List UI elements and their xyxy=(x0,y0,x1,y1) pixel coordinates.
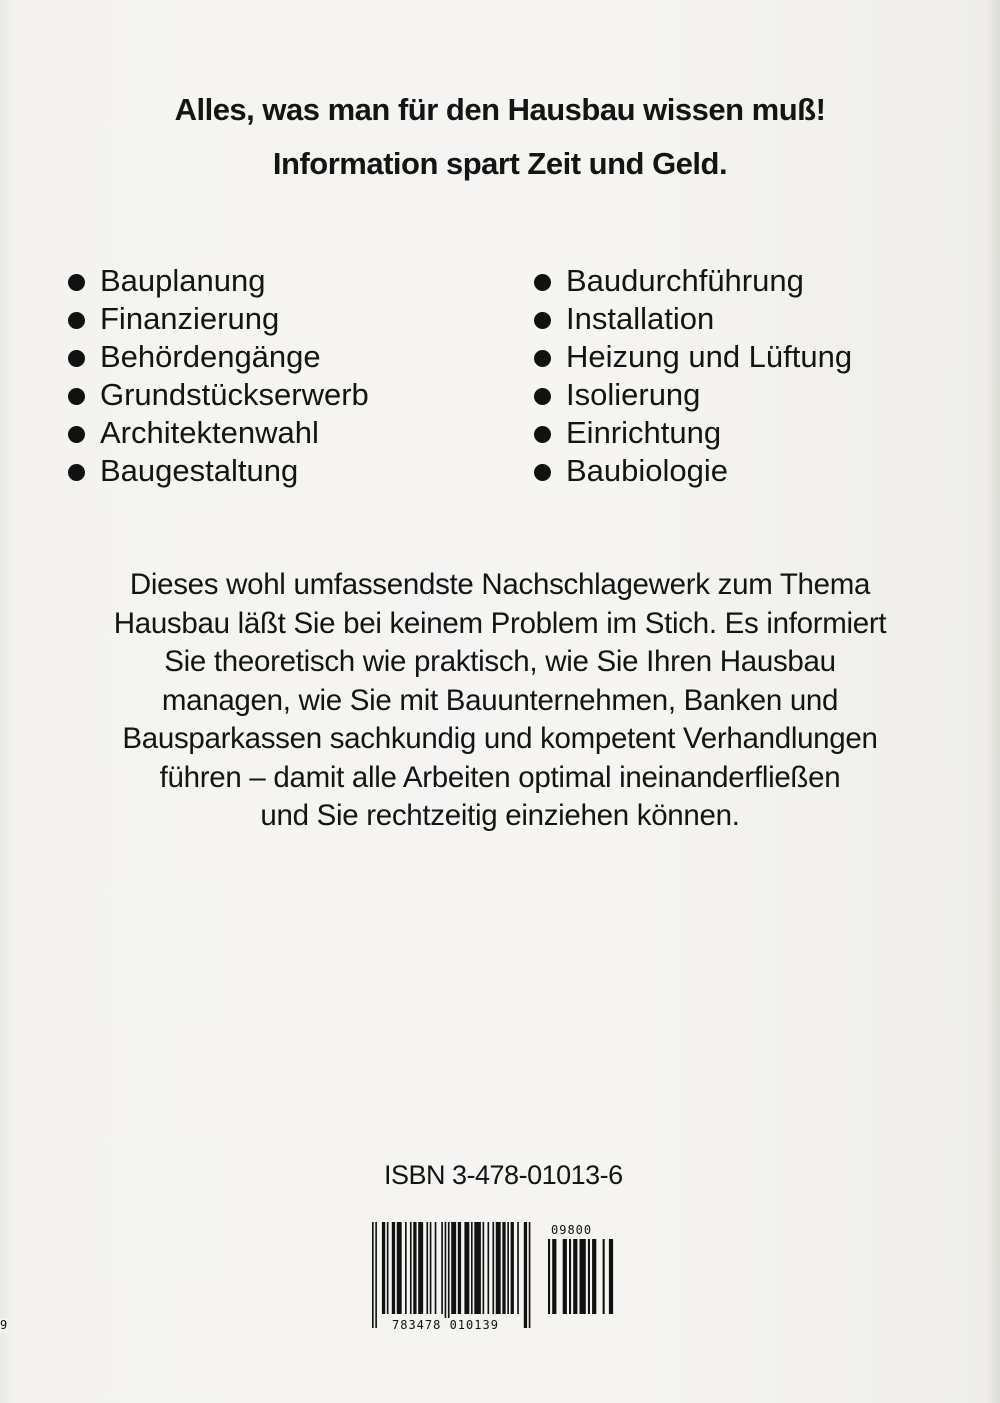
blurb-line: und Sie rechtzeitig einziehen können. xyxy=(260,799,740,832)
list-item xyxy=(66,414,369,452)
list-item xyxy=(66,300,369,338)
list-item xyxy=(66,452,369,490)
topic-label: Heizung und Lüftung xyxy=(566,339,853,374)
list-item xyxy=(66,338,369,376)
list-item xyxy=(532,300,852,338)
topic-label: Bauplanung xyxy=(100,263,266,298)
bullet-icon xyxy=(68,388,85,405)
headline-secondary: Information spart Zeit und Geld. xyxy=(272,146,728,181)
bullet-icon xyxy=(534,464,551,481)
blurb-line: Sie theoretisch wie praktisch, wie Sie Ihren Hausbau xyxy=(164,645,836,678)
list-item xyxy=(532,452,852,490)
topic-list-left xyxy=(66,262,369,490)
topic-label: Baudurchführung xyxy=(566,263,804,298)
barcode-first-digit: 9 xyxy=(0,1318,9,1332)
list-item xyxy=(532,262,852,300)
isbn-number: ISBN 3-478-01013-6 xyxy=(384,1160,623,1190)
bullet-icon xyxy=(534,350,551,367)
bullet-icon xyxy=(68,274,85,291)
addon-barcode-bars xyxy=(548,1239,614,1328)
list-item xyxy=(532,414,852,452)
blurb-line: führen – damit alle Arbeiten optimal ineinanderfließen xyxy=(159,760,841,794)
headline-primary: Alles, was man für den Hausbau wissen muß! xyxy=(174,92,826,127)
topic-label: Einrichtung xyxy=(566,415,722,450)
blurb-paragraph xyxy=(60,566,940,836)
bullet-icon xyxy=(68,464,85,481)
topic-label: Finanzierung xyxy=(100,301,280,336)
blurb-line: Dieses wohl umfassendste Nachschlagewerk zum Thema xyxy=(129,568,871,601)
barcode-digits: 783478 010139 xyxy=(392,1318,499,1332)
blurb-line: Hausbau läßt Sie bei keinem Problem im Stich. Es informiert xyxy=(113,606,887,640)
topic-label: Installation xyxy=(566,301,715,336)
bullet-icon xyxy=(534,312,551,329)
bullet-icon xyxy=(68,312,85,329)
bullet-icon xyxy=(534,388,551,405)
topic-label: Baubiologie xyxy=(566,453,729,488)
topic-label: Architektenwahl xyxy=(100,415,319,450)
topic-list-right xyxy=(532,262,852,490)
bullet-icon xyxy=(68,350,85,367)
blurb-line: Bausparkassen sachkundig und kompetent Verhandlungen xyxy=(122,722,878,755)
list-item xyxy=(532,338,852,376)
topic-label: Behördengänge xyxy=(100,339,321,374)
topic-label: Grundstückserwerb xyxy=(100,377,369,412)
bullet-icon xyxy=(68,426,85,443)
list-item xyxy=(66,262,369,300)
ean-barcode-bars xyxy=(372,1222,537,1328)
bullet-icon xyxy=(534,274,551,291)
blurb-line: managen, wie Sie mit Bauunternehmen, Banken und xyxy=(161,683,839,717)
list-item xyxy=(532,376,852,414)
list-item xyxy=(66,376,369,414)
barcode xyxy=(372,1222,632,1332)
bullet-icon xyxy=(534,426,551,443)
topic-label: Isolierung xyxy=(566,377,701,412)
barcode-addon-digits: 09800 xyxy=(551,1223,593,1237)
topic-label: Baugestaltung xyxy=(100,453,299,488)
